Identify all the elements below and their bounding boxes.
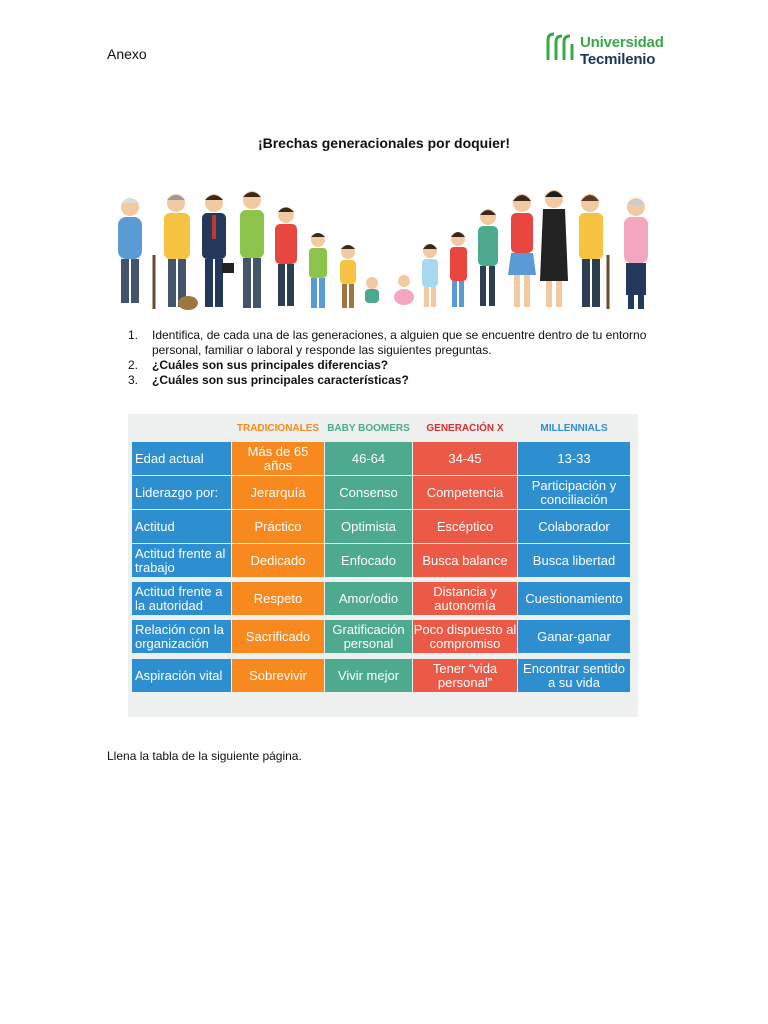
table-row: [132, 476, 630, 509]
question-number: 1.: [128, 328, 139, 342]
row-label: Actitud frente al trabajo: [132, 544, 231, 577]
teen-red-figure: [275, 207, 297, 306]
table-cell: Tener “vida personal”: [413, 659, 517, 692]
header-generacion-x: GENERACIÓN X: [426, 423, 504, 434]
businessman-figure: [202, 194, 234, 307]
toddler-figure: [365, 277, 379, 303]
question-text: Identifica, de cada una de las generaciones, a alguien que se encuentre dentro de tu entorno personal, familiar o laboral y responde las siguientes preguntas.: [152, 328, 647, 357]
table-cell: Ganar-ganar: [518, 620, 630, 653]
table-cell: Dedicado: [232, 544, 324, 577]
row-label: Aspiración vital: [132, 659, 231, 692]
table-cell: Busca balance: [413, 544, 517, 577]
young-woman-figure: [508, 194, 536, 307]
table-cell: Encontrar sentido a su vida: [518, 659, 630, 692]
logo-line-universidad: Universidad: [580, 34, 664, 51]
table-cell: Distancia y autonomía: [413, 582, 517, 615]
row-label: Actitud: [132, 510, 231, 543]
older-girl-figure: [450, 232, 467, 307]
header-millennials: MILLENNIALS: [540, 423, 608, 434]
baby-girl-figure: [394, 275, 414, 305]
table-cell: Práctico: [232, 510, 324, 543]
small-boy-figure: [340, 245, 356, 308]
header-tradicionales: TRADICIONALES: [236, 423, 320, 434]
woman-black-figure: [540, 190, 568, 307]
table-cell: Competencia: [413, 476, 517, 509]
question-number: 3.: [128, 373, 139, 387]
table-cell: Colaborador: [518, 510, 630, 543]
table-cell: Poco dispuesto al compromiso: [413, 620, 517, 653]
table-cell: 46-64: [325, 442, 412, 475]
tecmilenio-logo-icon: [544, 30, 578, 64]
generations-table: [128, 414, 638, 717]
question-item: [128, 328, 648, 358]
table-row: [132, 659, 630, 692]
table-cell: Sacrificado: [232, 620, 324, 653]
table-row: [132, 620, 630, 653]
man-yellow-figure: [164, 194, 198, 310]
teen-girl-figure: [478, 209, 498, 306]
row-label: Liderazgo por:: [132, 476, 231, 509]
question-item: [128, 373, 648, 388]
table-cell: Escéptico: [413, 510, 517, 543]
elder-man-figure: [118, 198, 154, 309]
question-item: [128, 358, 648, 373]
table-cell: Busca libertad: [518, 544, 630, 577]
table-cell: Cuestionamiento: [518, 582, 630, 615]
header-baby-boomers: BABY BOOMERS: [327, 423, 410, 434]
annex-label: Anexo: [107, 46, 147, 62]
young-man-green-figure: [240, 191, 264, 308]
row-label: Actitud frente a la autoridad: [132, 582, 231, 615]
questions-list: [128, 328, 648, 388]
question-text: ¿Cuáles son sus principales diferencias?: [152, 358, 389, 372]
table-row: [132, 442, 630, 475]
page-title: ¡Brechas generacionales por doquier!: [257, 135, 511, 151]
generations-family-illustration: [108, 185, 660, 315]
table-cell: Enfocado: [325, 544, 412, 577]
table-cell: 34-45: [413, 442, 517, 475]
table-row: [132, 544, 630, 577]
footer-instruction: Llena la tabla de la siguiente página.: [107, 749, 302, 763]
table-cell: Participación y conciliación: [518, 476, 630, 509]
table-cell: 13-33: [518, 442, 630, 475]
elder-woman-figure: [624, 198, 648, 309]
table-cell: Respeto: [232, 582, 324, 615]
table-cell: Jerarquía: [232, 476, 324, 509]
question-text: ¿Cuáles son sus principales características?: [152, 373, 409, 387]
table-row: [132, 510, 630, 543]
logo-line-tecmilenio: Tecmilenio: [580, 51, 656, 68]
table-cell: Gratificación personal: [325, 620, 412, 653]
table-cell: Sobrevivir: [232, 659, 324, 692]
row-label: Relación con la organización: [132, 620, 231, 653]
girl-figure: [422, 244, 438, 307]
row-label: Edad actual: [132, 442, 231, 475]
question-number: 2.: [128, 358, 139, 372]
table-cell: Optimista: [325, 510, 412, 543]
table-cell: Amor/odio: [325, 582, 412, 615]
table-cell: Más de 65 años: [232, 442, 324, 475]
university-logo: [540, 26, 668, 74]
table-row: [132, 582, 630, 615]
boy-figure: [309, 233, 327, 308]
table-cell: Consenso: [325, 476, 412, 509]
mother-figure: [579, 194, 608, 309]
table-cell: Vivir mejor: [325, 659, 412, 692]
